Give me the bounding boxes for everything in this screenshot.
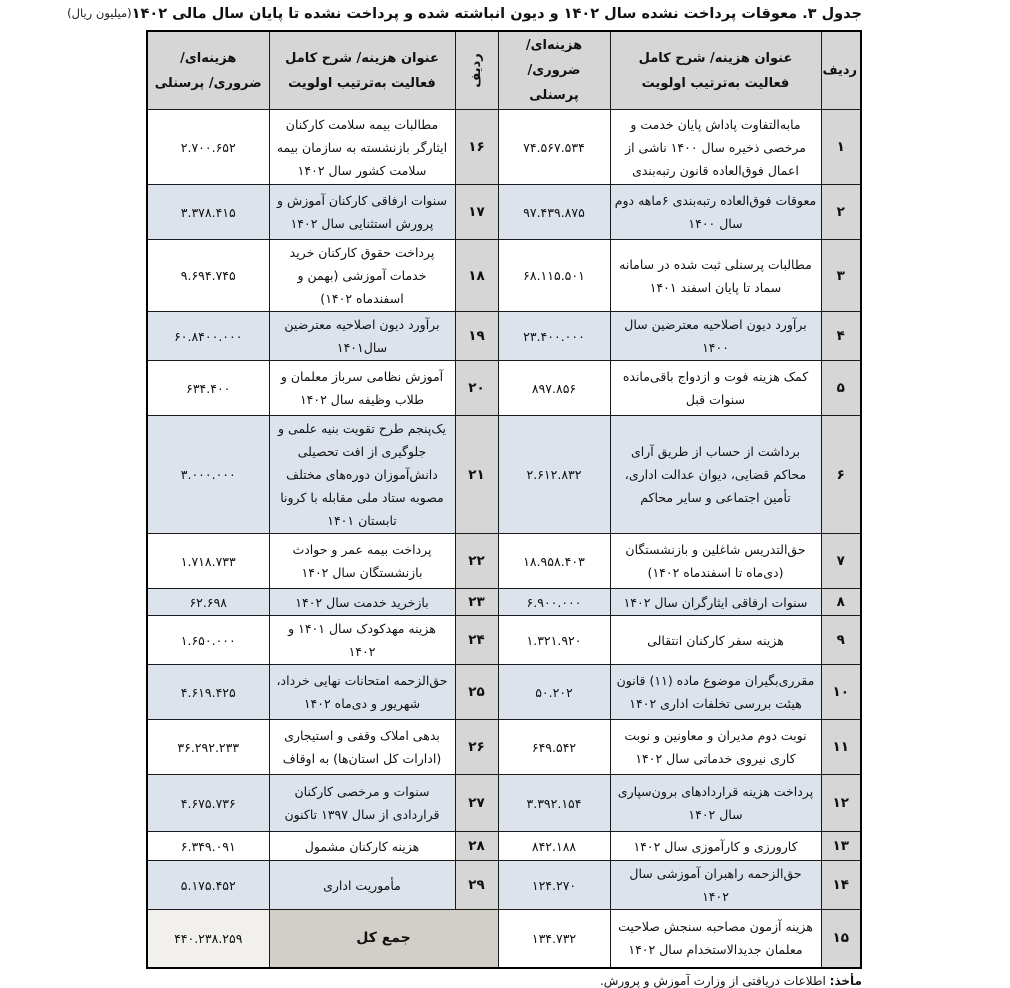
amount-cell: ۳.۳۹۲.۱۵۴	[498, 775, 610, 832]
source-note-text: اطلاعات دریافتی از وزارت آموزش و پرورش.	[599, 973, 826, 988]
activity-cell: کمک هزینه فوت و ازدواج باقی‌مانده سنوات قبل	[610, 361, 821, 416]
row-num-cell: ۱۲	[821, 775, 861, 832]
header-row-num-left: ردیف	[455, 31, 498, 110]
amount-cell: ۵۰.۲۰۲	[498, 665, 610, 720]
row-num-cell: ۱۸	[455, 240, 498, 312]
table-row	[147, 110, 861, 185]
table-row	[147, 861, 861, 910]
activity-cell: برداشت از حساب از طریق آرای محاکم قضایی، دیوان عدالت اداری، تأمین اجتماعی و سایر محاکم	[610, 416, 821, 534]
row-num-cell: ۳	[821, 240, 861, 312]
row-num-cell: ۸	[821, 589, 861, 616]
row-num-cell: ۷	[821, 534, 861, 589]
amount-cell: ۱۲۴.۲۷۰	[498, 861, 610, 910]
table-row	[147, 665, 861, 720]
amount-cell: ۴.۶۱۹.۴۲۵	[147, 665, 269, 720]
activity-cell: پرداخت حقوق کارکنان خرید خدمات آموزشی (بهمن و اسفندماه ۱۴۰۲)	[269, 240, 455, 312]
amount-cell: ۴.۶۷۵.۷۳۶	[147, 775, 269, 832]
activity-cell: یک‌پنجم طرح تقویت بنیه علمی و جلوگیری از افت تحصیلی دانش‌آموزان دوره‌های مختلف مصوبه ستاد ملی مقابله با کرونا تابستان ۱۴۰۱	[269, 416, 455, 534]
row-num-cell: ۲۰	[455, 361, 498, 416]
row-num-cell: ۲	[821, 185, 861, 240]
title-row	[67, 5, 862, 23]
row-num-cell: ۹	[821, 616, 861, 665]
row-num-cell: ۶	[821, 416, 861, 534]
activity-cell: کارورزی و کارآموزی سال ۱۴۰۲	[610, 832, 821, 861]
table-row	[147, 616, 861, 665]
header-row-num-right: ردیف	[821, 31, 861, 110]
table-row	[147, 240, 861, 312]
amount-cell: ۹۷.۴۳۹.۸۷۵	[498, 185, 610, 240]
amount-cell: ۸۹۷.۸۵۶	[498, 361, 610, 416]
table-row	[147, 534, 861, 589]
amount-cell: ۳۶.۲۹۲.۲۳۳	[147, 720, 269, 775]
activity-cell: هزینه کارکنان مشمول	[269, 832, 455, 861]
activity-cell: مابه‌التفاوت پاداش پایان خدمت و مرخصی ذخیره سال ۱۴۰۰ ناشی از اعمال فوق‌العاده قانون رتبه‌بندی	[610, 110, 821, 185]
row-num-cell: ۱۰	[821, 665, 861, 720]
header-activity-right: عنوان هزینه/ شرح کامل فعالیت به‌ترتیب اولویت	[610, 31, 821, 110]
amount-cell: ۳.۳۷۸.۴۱۵	[147, 185, 269, 240]
activity-cell: معوقات فوق‌العاده رتبه‌بندی ۶ماهه دوم سال ۱۴۰۰	[610, 185, 821, 240]
row-num-cell: ۲۲	[455, 534, 498, 589]
header-cost-type-left: هزینه‌ای/ ضروری/ پرسنلی	[147, 31, 269, 110]
table-row	[147, 361, 861, 416]
amount-cell: ۱.۶۵۰.۰۰۰	[147, 616, 269, 665]
amount-cell: ۶.۹۰۰.۰۰۰	[498, 589, 610, 616]
row-num-cell: ۴	[821, 312, 861, 361]
amount-cell: ۳.۰۰۰.۰۰۰	[147, 416, 269, 534]
table-row	[147, 185, 861, 240]
amount-cell: ۶۳۴.۴۰۰	[147, 361, 269, 416]
total-amount-cell: ۴۴۰.۲۳۸.۲۵۹	[147, 910, 269, 968]
row-num-cell: ۲۸	[455, 832, 498, 861]
activity-cell: مطالبات پرسنلی ثبت شده در سامانه سماد تا پایان اسفند ۱۴۰۱	[610, 240, 821, 312]
activity-cell: هزینه سفر کارکنان انتقالی	[610, 616, 821, 665]
row-num-cell: ۲۷	[455, 775, 498, 832]
row-num-cell: ۱۶	[455, 110, 498, 185]
amount-cell: ۶.۳۴۹.۰۹۱	[147, 832, 269, 861]
row-num-cell: ۱۳	[821, 832, 861, 861]
activity-cell: هزینه آزمون مصاحبه سنجش صلاحیت معلمان جدیدالاستخدام سال ۱۴۰۲	[610, 910, 821, 968]
amount-cell: ۶۰.۸۴۰۰.۰۰۰	[147, 312, 269, 361]
arrears-table	[146, 30, 862, 969]
header-cost-type-right: هزینه‌ای/ ضروری/ پرسنلی	[498, 31, 610, 110]
amount-cell: ۱.۷۱۸.۷۳۳	[147, 534, 269, 589]
activity-cell: پرداخت هزینه قراردادهای برون‌سپاری سال ۱۴۰۲	[610, 775, 821, 832]
table-row	[147, 312, 861, 361]
row-num-cell: ۲۹	[455, 861, 498, 910]
source-note-label: مأخذ:	[829, 973, 862, 988]
row-num-cell: ۲۵	[455, 665, 498, 720]
row-num-cell: ۲۳	[455, 589, 498, 616]
source-note	[148, 974, 862, 988]
row-num-cell: ۱۴	[821, 861, 861, 910]
table-title: جدول ۳. معوقات پرداخت نشده سال ۱۴۰۲ و دیون انباشته شده و پرداخت نشده تا پایان سال مالی ۱۴۰۲	[131, 6, 862, 22]
amount-cell: ۶۲.۶۹۸	[147, 589, 269, 616]
row-num-cell: ۲۴	[455, 616, 498, 665]
activity-cell: سنوات ارفاقی ایثارگران سال ۱۴۰۲	[610, 589, 821, 616]
activity-cell: سنوات ارفاقی کارکنان آموزش و پرورش استثنایی سال ۱۴۰۲	[269, 185, 455, 240]
activity-cell: مطالبات بیمه سلامت کارکنان ایثارگر بازنشسته به سازمان بیمه سلامت کشور سال ۱۴۰۲	[269, 110, 455, 185]
amount-cell: ۶۴۹.۵۴۲	[498, 720, 610, 775]
row-num-cell: ۲۶	[455, 720, 498, 775]
table-row	[147, 720, 861, 775]
amount-cell: ۲.۷۰۰.۶۵۲	[147, 110, 269, 185]
row-num-cell: ۱۹	[455, 312, 498, 361]
activity-cell: هزینه مهدکودک سال ۱۴۰۱ و ۱۴۰۲	[269, 616, 455, 665]
table-row	[147, 589, 861, 616]
amount-cell: ۵.۱۷۵.۴۵۲	[147, 861, 269, 910]
amount-cell: ۲۳.۴۰۰.۰۰۰	[498, 312, 610, 361]
table-row	[147, 416, 861, 534]
activity-cell: بازخرید خدمت سال ۱۴۰۲	[269, 589, 455, 616]
header-activity-left: عنوان هزینه/ شرح کامل فعالیت به‌ترتیب اولویت	[269, 31, 455, 110]
unit-note: (میلیون ریال)	[67, 6, 132, 20]
row-num-cell: ۱۷	[455, 185, 498, 240]
activity-cell: برآورد دیون اصلاحیه معترضین سال ۱۴۰۰	[610, 312, 821, 361]
activity-cell: حق‌الزحمه راهبران آموزشی سال ۱۴۰۲	[610, 861, 821, 910]
table-row	[147, 832, 861, 861]
row-num-cell: ۵	[821, 361, 861, 416]
amount-cell: ۸۴۲.۱۸۸	[498, 832, 610, 861]
activity-cell: حق‌التدریس شاغلین و بازنشستگان (دی‌ماه تا اسفندماه ۱۴۰۲)	[610, 534, 821, 589]
activity-cell: نوبت دوم مدیران و معاونین و نوبت کاری نیروی خدماتی سال ۱۴۰۲	[610, 720, 821, 775]
amount-cell: ۱.۳۲۱.۹۲۰	[498, 616, 610, 665]
row-num-cell: ۱	[821, 110, 861, 185]
activity-cell: آموزش نظامی سرباز معلمان و طلاب وظیفه سال ۱۴۰۲	[269, 361, 455, 416]
activity-cell: مقرری‌بگیران موضوع ماده (۱۱) قانون هیئت بررسی تخلفات اداری ۱۴۰۲	[610, 665, 821, 720]
activity-cell: برآورد دیون اصلاحیه معترضین سال۱۴۰۱	[269, 312, 455, 361]
row-num-cell: ۱۵	[821, 910, 861, 968]
activity-cell: سنوات و مرخصی کارکنان قراردادی از سال ۱۳۹۷ تاکنون	[269, 775, 455, 832]
header-row	[147, 31, 861, 110]
amount-cell: ۲.۶۱۲.۸۳۲	[498, 416, 610, 534]
table-row	[147, 910, 861, 968]
table-row	[147, 775, 861, 832]
row-num-cell: ۲۱	[455, 416, 498, 534]
amount-cell: ۹.۶۹۴.۷۴۵	[147, 240, 269, 312]
activity-cell: پرداخت بیمه عمر و حوادث بازنشستگان سال ۱۴۰۲	[269, 534, 455, 589]
total-label-cell: جمع کل	[269, 910, 498, 968]
activity-cell: مأموریت اداری	[269, 861, 455, 910]
activity-cell: حق‌الزحمه امتحانات نهایی خرداد، شهریور و دی‌ماه ۱۴۰۲	[269, 665, 455, 720]
amount-cell: ۱۳۴.۷۳۲	[498, 910, 610, 968]
activity-cell: بدهی املاک وقفی و استیجاری (ادارات کل استان‌ها) به اوقاف	[269, 720, 455, 775]
row-num-cell: ۱۱	[821, 720, 861, 775]
amount-cell: ۱۸.۹۵۸.۴۰۳	[498, 534, 610, 589]
amount-cell: ۷۴.۵۶۷.۵۳۴	[498, 110, 610, 185]
amount-cell: ۶۸.۱۱۵.۵۰۱	[498, 240, 610, 312]
